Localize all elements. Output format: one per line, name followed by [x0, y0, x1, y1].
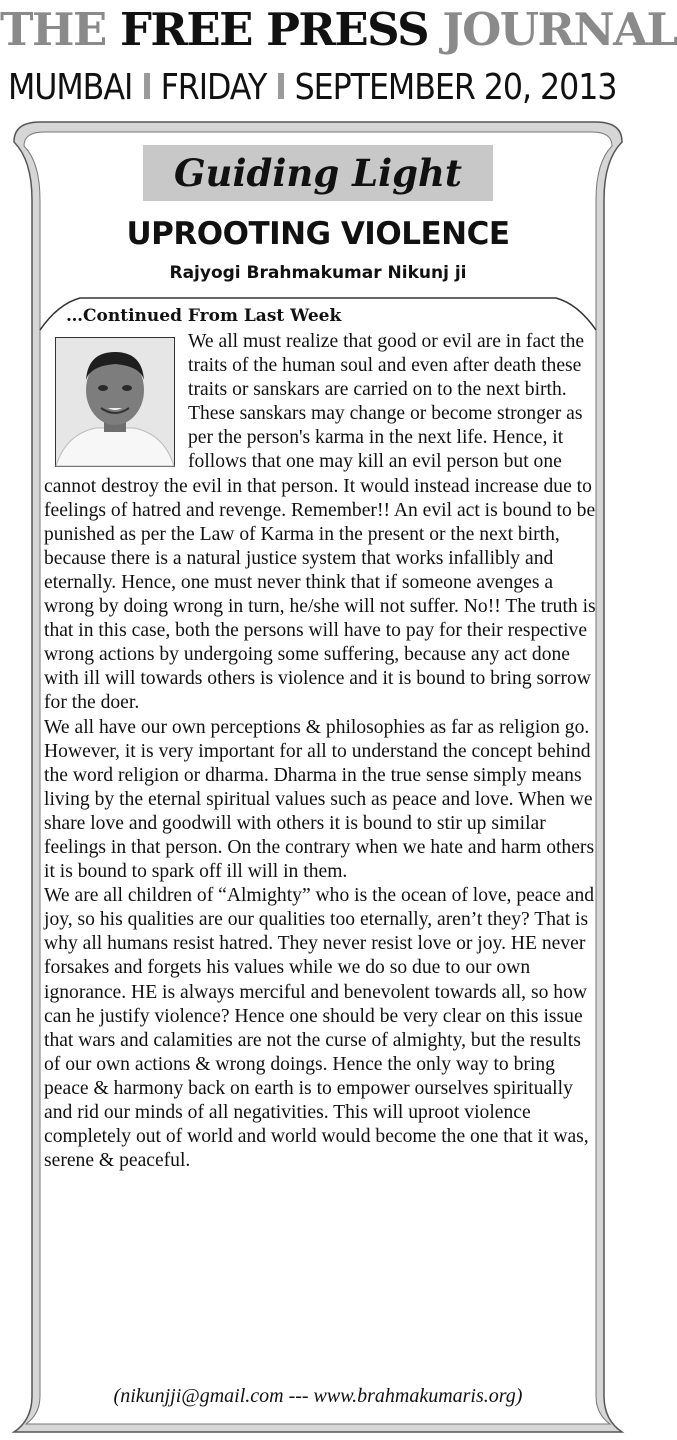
dateline-separator: I	[275, 67, 286, 108]
contact-footer: (nikunjji@gmail.com --- www.brahmakumaris.org)	[113, 1385, 523, 1407]
masthead-free-press: FREE PRESS	[119, 3, 429, 56]
article-headline: UPROOTING VIOLENCE	[126, 216, 510, 252]
article-paragraph: We all must realize that good or evil are in fact the traits of the human soul and even after death these traits or sanskars are carried on to the next birth. These sanskars may change or become stronger as per the person's karma in the next life. Hence, it follows that one may kill an evil person but one cannot destroy the evil in that person. It would instead increase due to feelings of hatred and revenge. Remember!! An evil act is bound to be punished as per the Law of Karma in the present or the next birth, because there is a natural justice system that works infallibly and eternally. Hence, one must never think that if someone avenges a wrong by doing wrong in turn, he/she will not suffer. No!! The truth is that in this case, both the persons will have to pay for their respective wrong actions by undergoing some suffering, because any act done with ill will towards others is violence and it is bound to bring sorrow for the doer.	[44, 331, 596, 714]
dateline-day: FRIDAY	[160, 67, 267, 108]
section-banner: Guiding Light	[143, 145, 493, 201]
article-paragraph: We are all children of “Almighty” who is the ocean of love, peace and joy, so his qualities are our qualities too eternally, aren’t they? That is why all humans resist hatred. They never resist love or joy. HE never forsakes and forgets his values while we do so due to our own ignorance. HE is always merciful and benevolent towards all, so how can he justify violence? Hence one should be very clear on this issue that wars and calamities are not the curse of almighty, but the results of our own actions & wrong doings. Hence the only way to bring peace & harmony back on earth is to empower ourselves spiritually and rid our minds of all negativities. This will uproot violence completely out of world and world would become the one that it was, serene & peaceful.	[44, 885, 595, 1172]
masthead-the: THE	[0, 3, 120, 56]
article-body	[44, 330, 596, 1173]
article-paragraph: We all have our own perceptions & philosophies as far as religion go. However, it is very important for all to understand the concept behind the word religion or dharma. Dharma in the true sense simply means living by the eternal spiritual values such as peace and love. When we share love and goodwill with others it is bound to stir up similar feelings in that person. On the contrary when we hate and harm others it is bound to spark off ill will in them.	[44, 716, 595, 883]
dateline-separator: I	[141, 67, 152, 108]
photo-spacer	[44, 330, 188, 474]
dateline-date: SEPTEMBER 20, 2013	[294, 67, 617, 108]
masthead-journal: JOURNAL	[428, 3, 677, 56]
continued-note: …Continued From Last Week	[66, 306, 342, 326]
article-byline: Rajyogi Brahmakumar Nikunj ji	[169, 263, 467, 283]
dateline-city: MUMBAI	[8, 67, 133, 108]
